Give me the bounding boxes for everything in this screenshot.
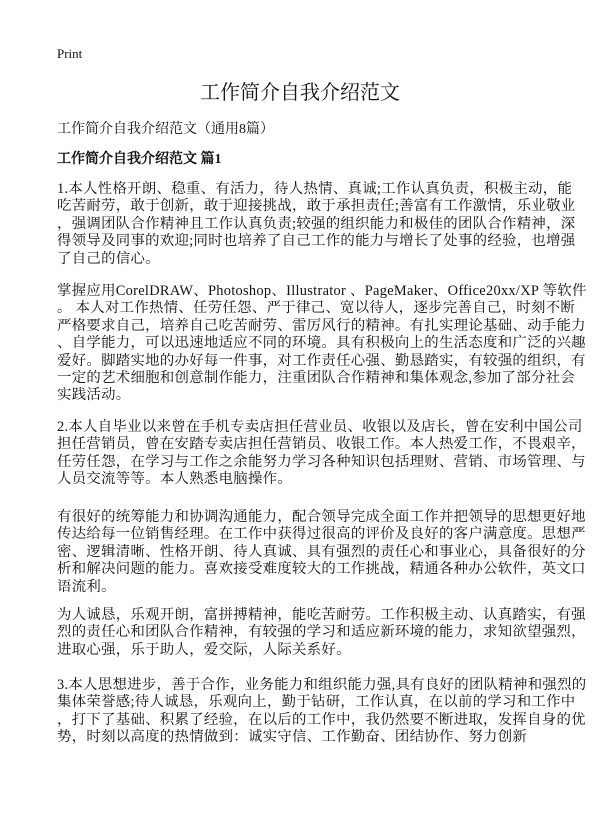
paragraph-line: 吃苦耐劳，敢于创新，敢于迎接挑战，敢于承担责任;善富有工作激情，乐业敬业 xyxy=(57,198,576,215)
paragraph-line: 传达给每一位销售经理。在工作中获得过很高的评价及良好的客户满意度。思想严 xyxy=(57,526,586,543)
paragraph-line: 实践活动。 xyxy=(57,387,131,404)
section-heading: 工作简介自我介绍范文 篇1 xyxy=(57,152,222,167)
paragraph xyxy=(57,677,587,747)
paragraph-line: ，打下了基础、积累了经验，在以后的工作中，我仍然要不断进取，发挥自身的优 xyxy=(57,711,586,728)
paragraph-line: 势，时刻以高度的热情做到：诚实守信、工作勤奋、团结协作、努力创新 xyxy=(57,729,528,746)
document-subtitle: 工作简介自我介绍范文（通用8篇） xyxy=(57,122,274,137)
paragraph-line: 1.本人性格开朗、稳重、有活力，待人热情、真诚;工作认真负责，积极主动，能 xyxy=(57,181,573,197)
paragraph-line: 。 本人对工作热情、任劳任怨、严于律己、宽以待人，逐步完善自己，时刻不断 xyxy=(57,300,576,317)
paragraph xyxy=(57,181,576,268)
paragraph-line: 一定的艺术细胞和创意制作能力，注重团队合作精神和集体观念,参加了部分社会 xyxy=(57,369,576,386)
paragraph-line: 了自己的信心。 xyxy=(57,250,160,267)
paragraph-line: 掌握应用CorelDRAW、Photoshop、Illustrator 、PageMaker、Office20xx/XP 等软件 xyxy=(57,283,587,299)
paragraph-line: 严格要求自己，培养自己吃苦耐劳、雷厉风行的精神。有扎实理论基础、动手能力 xyxy=(57,317,586,334)
paragraph-line: 爱好。脚踏实地的办好每一件事，对工作责任心强、勤恳踏实，有较强的组织，有 xyxy=(57,352,586,369)
paragraph-line: 析和解决问题的能力。喜欢接受难度较大的工作挑战，精通各种办公软件，英文口 xyxy=(57,561,586,578)
paragraph-line: 任劳任怨，在学习与工作之余能努力学习各种知识包括理财、营销、市场管理、与 xyxy=(57,453,586,470)
paragraph xyxy=(57,283,587,405)
paragraph-line: 集体荣誉感;待人诚恳，乐观向上，勤于钻研，工作认真，在以前的学习和工作中 xyxy=(57,694,576,711)
paragraph-line: 有很好的统筹能力和协调沟通能力，配合领导完成全面工作并把领导的思想更好地 xyxy=(57,509,586,525)
print-link[interactable]: Print xyxy=(57,46,83,61)
paragraph-line: 烈的责任心和团队合作精神，有较强的学习和适应新环境的能力，求知欲望强烈， xyxy=(57,624,586,641)
paragraph-line: 密、逻辑清晰、性格开朗、待人真诚、具有强烈的责任心和事业心，具备很好的分 xyxy=(57,543,586,560)
paragraph-line: 人员交流等等。本人熟悉电脑操作。 xyxy=(57,471,293,488)
paragraph-line: 进取心强，乐于助人，爱交际，人际关系好。 xyxy=(57,641,351,658)
paragraph-line: ，强调团队合作精神且工作认真负责;较强的组织能力和极佳的团队合作精神，深 xyxy=(57,215,576,232)
paragraph-line: 语流利。 xyxy=(57,578,116,595)
paragraph-line: 为人诚恳，乐观开朗，富拼搏精神，能吃苦耐劳。工作积极主动、认真踏实，有强 xyxy=(57,607,586,623)
paragraph xyxy=(57,419,586,489)
paragraph-line: 、自学能力，可以迅速地适应不同的环境。具有积极向上的生活态度和广泛的兴趣 xyxy=(57,335,586,352)
paragraph-line: 得领导及同事的欢迎;同时也培养了自己工作的能力与增长了处事的经验，也增强 xyxy=(57,233,576,250)
page-title: 工作简介自我介绍范文 xyxy=(200,82,400,104)
paragraph xyxy=(57,607,586,659)
paragraph xyxy=(57,509,586,596)
paragraph-line: 3.本人思想进步，善于合作，业务能力和组织能力强,具有良好的团队精神和强烈的 xyxy=(57,677,587,693)
paragraph-line: 担任营销员，曾在安踏专卖店担任营销员、收银工作。本人热爱工作，不畏艰辛， xyxy=(57,436,586,453)
paragraph-line: 2.本人自毕业以来曾在手机专卖店担任营业员、收银以及店长，曾在安利中国公司 xyxy=(57,419,583,435)
